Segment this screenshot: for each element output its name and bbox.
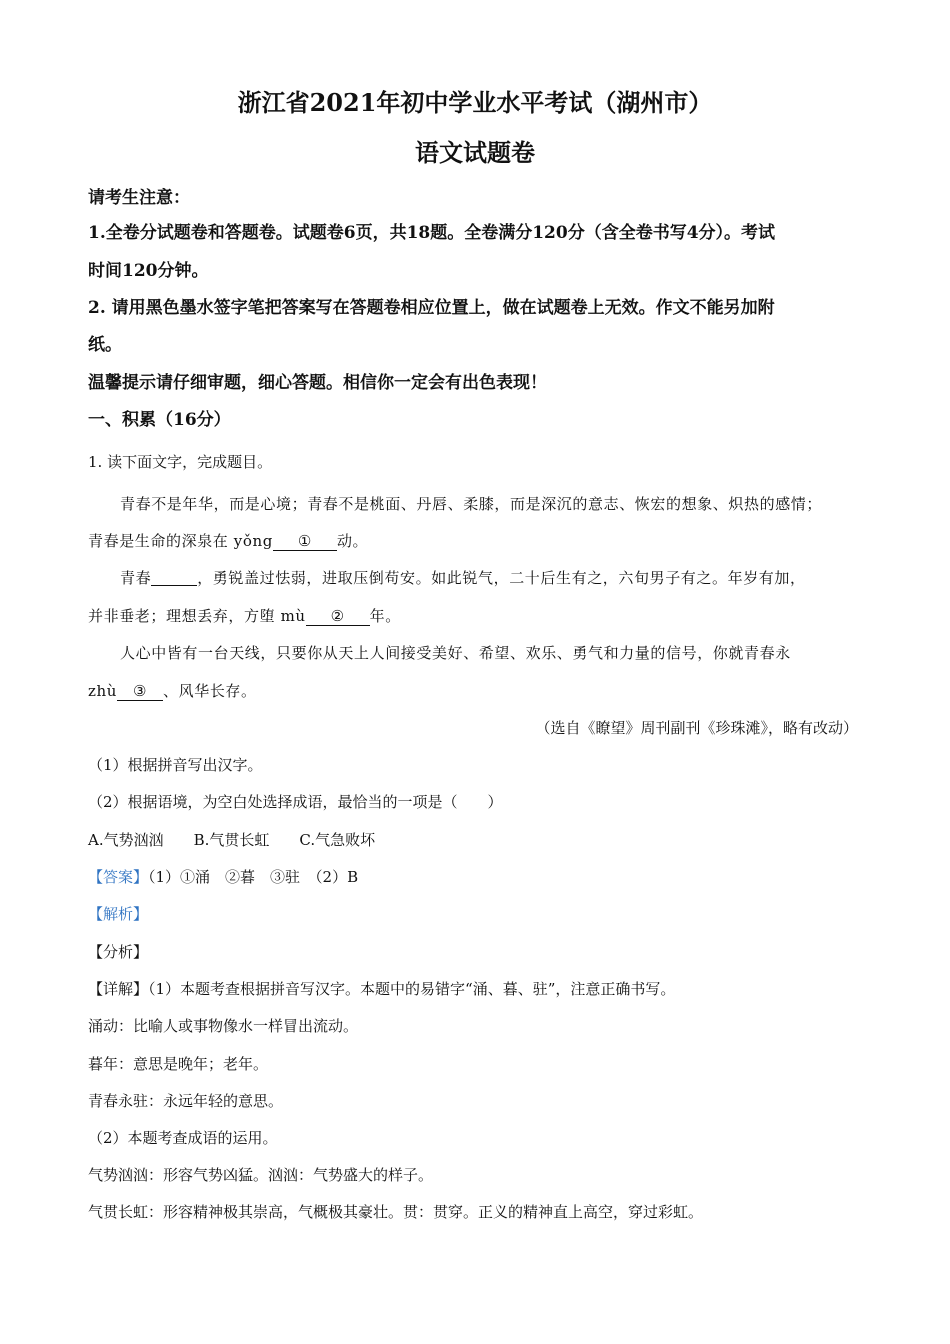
answer-options: A.气势汹汹 B.气贯长虹 C.气急败坏: [88, 831, 376, 849]
answer-line: [88, 866, 358, 887]
sub-question-2: （2）根据语境，为空白处选择成语，最恰当的一项是（ ）: [88, 793, 503, 811]
exam-subtitle: 语文试题卷: [415, 138, 535, 167]
explanation-line: 涌动：比喻人或事物像水一样冒出流动。: [88, 1017, 359, 1035]
explanation-line: 青春永驻：永远年轻的意思。: [88, 1092, 284, 1110]
idiom-blank: [151, 568, 197, 586]
section-heading: 一、积累（16分）: [88, 410, 231, 430]
passage-source: （选自《瞭望》周刊副刊《珍珠滩》，略有改动）: [535, 719, 858, 737]
notice-item2-line2: 纸。: [88, 335, 122, 355]
notice-tip: 温馨提示请仔细审题，细心答题。相信你一定会有出色表现！: [88, 373, 547, 393]
explanation-line: （2）本题考查成语的运用。: [88, 1129, 278, 1147]
passage-p1-line1: 青春不是年华，而是心境；青春不是桃面、丹唇、柔膝，而是深沉的意志、恢宏的想象、炽热的感情；: [120, 495, 823, 513]
detail-line: [88, 978, 675, 999]
detail-tag: 【详解】: [88, 980, 149, 998]
passage-p2-line1: [120, 567, 806, 588]
passage-p3-line2: [88, 680, 257, 701]
explanation-line: 气势汹汹：形容气势凶猛。汹汹：气势盛大的样子。: [88, 1166, 434, 1184]
explanation-line: 暮年：意思是晚年；老年。: [88, 1055, 269, 1073]
question-stem: 1. 读下面文字，完成题目。: [88, 453, 273, 471]
passage-text: 年。: [369, 607, 401, 625]
passage-text: 动。: [336, 532, 369, 550]
passage-text: 青春是生命的深泉在 yǒng: [88, 532, 273, 550]
answer-text: （1）①涌 ②暮 ③驻 （2）B: [148, 868, 359, 886]
passage-text: 、风华长存。: [163, 682, 257, 700]
passage-text: zhù: [88, 682, 118, 700]
passage-text: 并非垂老；理想丢弃，方堕 mù: [88, 607, 306, 625]
blank-3: ③: [117, 682, 163, 701]
analysis-tag: 【解析】: [88, 905, 149, 923]
fenxi-tag: 【分析】: [88, 943, 149, 961]
blank-2: ②: [306, 607, 370, 626]
sub-question-1: （1）根据拼音写出汉字。: [88, 756, 263, 774]
answer-tag: 【答案】: [88, 868, 149, 886]
detail-text: （1）本题考查根据拼音写汉字。本题中的易错字“涌、暮、驻”，注意正确书写。: [148, 980, 676, 998]
notice-item1-line1: 1.全卷分试题卷和答题卷。试题卷6页，共18题。全卷满分120分（含全卷书写4分）。考试: [88, 223, 776, 243]
explanation-line: 气贯长虹：形容精神极其崇高，气概极其豪壮。贯：贯穿。正义的精神直上高空，穿过彩虹。: [88, 1203, 704, 1221]
notice-item1-line2: 时间120分钟。: [88, 261, 209, 281]
notice-item2-line1: 2. 请用黑色墨水签字笔把答案写在答题卷相应位置上，做在试题卷上无效。作文不能另加附: [88, 298, 775, 318]
passage-text: ，勇锐盖过怯弱，进取压倒苟安。如此锐气，二十后生有之，六旬男子有之。年岁有加，: [197, 569, 806, 587]
passage-p3-line1: 人心中皆有一台天线，只要你从天上人间接受美好、希望、欢乐、勇气和力量的信号，你就青春永: [120, 644, 791, 662]
passage-text: 青春: [120, 569, 152, 587]
blank-1: ①: [273, 532, 337, 551]
passage-p2-line2: [88, 605, 401, 626]
notice-heading: 请考生注意：: [88, 188, 190, 208]
passage-p1-line2: [88, 530, 368, 551]
exam-title: 浙江省2021年初中学业水平考试（湖州市）: [237, 88, 713, 117]
